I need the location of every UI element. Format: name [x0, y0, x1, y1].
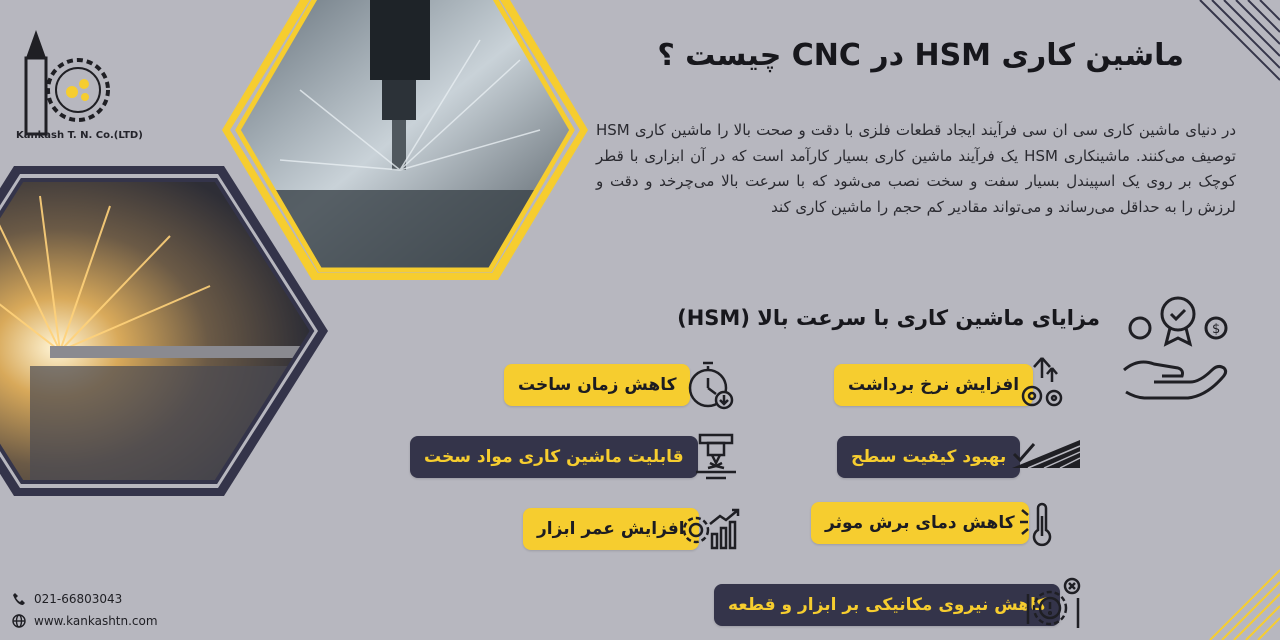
gear-growth-chart-icon [680, 506, 742, 550]
page-title: ماشین کاری HSM در CNC چیست ؟ [657, 38, 1184, 73]
phone-number[interactable]: 021-66803043 [34, 592, 123, 606]
svg-text:$: $ [1212, 322, 1221, 337]
laser-cutting-photo [0, 166, 330, 496]
contact-website [12, 614, 158, 628]
logo-text: Kankash T. N. Co.(LTD) [16, 130, 143, 141]
website-link[interactable]: www.kankashtn.com [34, 614, 158, 628]
benefits-section-title: مزایای ماشین کاری با سرعت بالا (HSM) [677, 306, 1100, 330]
company-logo [18, 24, 114, 144]
globe-icon [12, 614, 26, 628]
gear-alert-icon [1024, 576, 1084, 634]
benefit-removal-rate: افزایش نرخ برداشت [834, 364, 1033, 406]
surface-check-icon [1008, 436, 1084, 472]
benefit-mechanical-force: کاهش نیروی مکانیکی بر ابزار و قطعه [714, 584, 1060, 626]
benefit-tool-life: افزایش عمر ابزار [523, 508, 699, 550]
benefit-hard-materials: قابلیت ماشین کاری مواد سخت [410, 436, 698, 478]
gears-up-arrows-icon [1018, 354, 1066, 412]
cutting-tool-icon [692, 432, 740, 484]
phone-icon [12, 592, 26, 606]
thermometer-icon [1016, 502, 1060, 548]
hand-award-icon [1120, 292, 1240, 402]
benefit-surface-quality: بهبود کیفیت سطح [837, 436, 1020, 478]
intro-paragraph: در دنیای ماشین کاری سی ان سی فرآیند ایجاد قطعات فلزی با دقت و صحت بالا را ماشین کاری HSM توصیف می‌کنند. ماشینکاری HSM یک فرآیند ماشین کاری بسیار کارآمد است که در آن ابزاری با قطر کوچک بر روی یک اسپیندل بسیار سفت و سخت نصب می‌شود که با سرعت بالا می‌چرخد و دقت و لرزش را به حداقل می‌رساند و می‌تواند مقادیر کم حجم را ماشین کاری کند [596, 121, 1236, 216]
contact-phone [12, 592, 122, 606]
benefit-cutting-temperature: کاهش دمای برش موثر [811, 502, 1029, 544]
benefit-build-time: کاهش زمان ساخت [504, 364, 690, 406]
stopwatch-icon [684, 358, 736, 412]
decorative-stripes-bottom [1180, 560, 1280, 640]
decorative-stripes-top [1170, 0, 1280, 120]
